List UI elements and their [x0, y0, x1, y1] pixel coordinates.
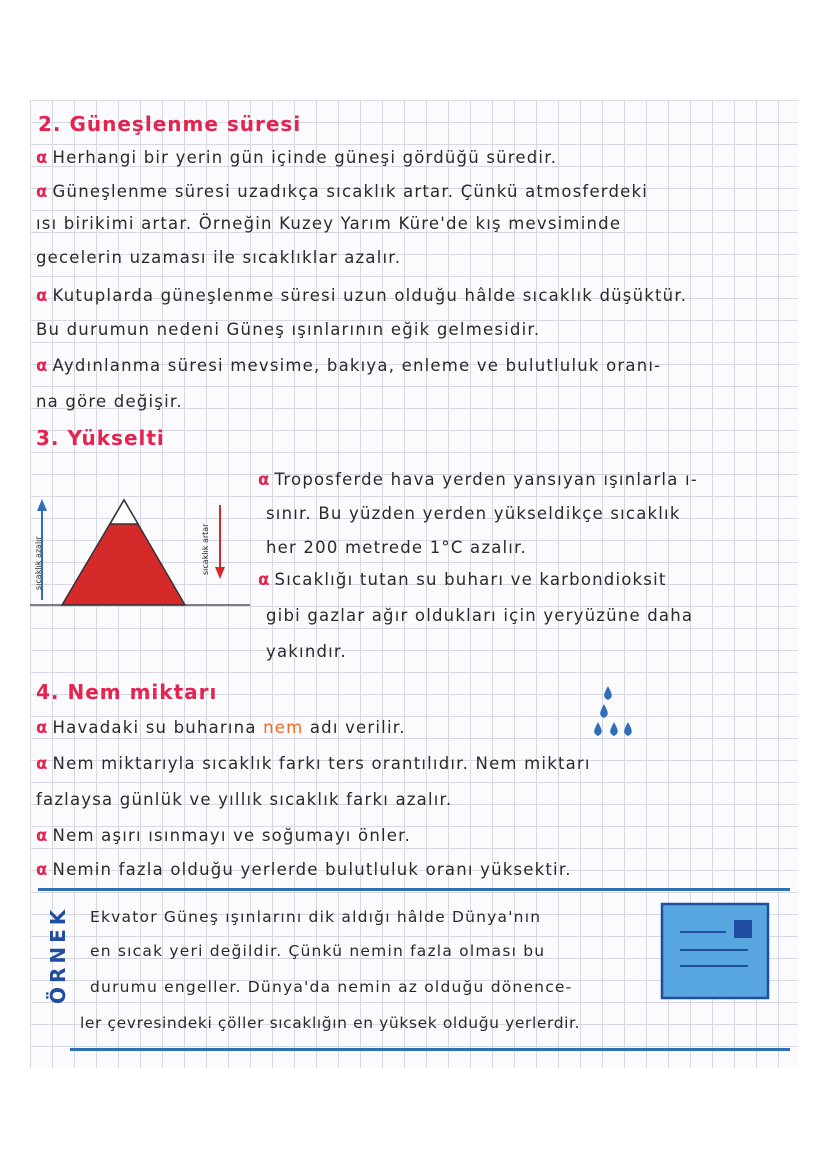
- s4-line-2: α Nem miktarıyla sıcaklık farkı ters orantılıdır. Nem miktarı: [36, 754, 591, 773]
- example-line-3: durumu engeller. Dünya'da nemin az olduğu dönence-: [90, 978, 573, 996]
- s4-line-5: α Nemin fazla olduğu yerlerde bulutluluk oranı yüksektir.: [36, 860, 572, 879]
- section-2-title: 2. Güneşlenme süresi: [38, 112, 302, 136]
- s3-line-4: α Sıcaklığı tutan su buharı ve karbondioksit: [258, 570, 667, 589]
- notebook-page: [30, 100, 798, 1068]
- example-top-rule: [38, 888, 790, 891]
- s2-line-7: α Aydınlanma süresi mevsime, bakıya, enleme ve bulutluluk oranı-: [36, 356, 662, 375]
- postcard-icon: [660, 902, 772, 1002]
- bullet-icon: α: [36, 182, 49, 201]
- bullet-icon: α: [36, 860, 49, 879]
- s2-line-2: α Güneşlenme süresi uzadıkça sıcaklık artar. Çünkü atmosferdeki: [36, 182, 649, 201]
- bullet-icon: α: [258, 470, 271, 489]
- bullet-icon: α: [36, 286, 49, 305]
- bullet-icon: α: [36, 826, 49, 845]
- bullet-icon: α: [36, 148, 49, 167]
- s2-line-6: Bu durumun nedeni Güneş ışınlarının eğik gelmesidir.: [36, 320, 541, 339]
- section-4-title: 4. Nem miktarı: [36, 680, 218, 704]
- altitude-diagram: [30, 495, 250, 615]
- s2-line-1: α Herhangi bir yerin gün içinde güneşi gördüğü süredir.: [36, 148, 558, 167]
- bullet-icon: α: [36, 754, 49, 773]
- example-line-1: Ekvator Güneş ışınlarını dik aldığı hâlde Dünya'nın: [90, 908, 542, 926]
- section-3-title: 3. Yükselti: [36, 426, 165, 450]
- s4-line-1: α Havadaki su buharına nem adı verilir.: [36, 718, 406, 737]
- s2-line-3: ısı birikimi artar. Örneğin Kuzey Yarım Küre'de kış mevsiminde: [36, 214, 622, 233]
- s2-line-4: gecelerin uzaması ile sıcaklıklar azalır.: [36, 248, 402, 267]
- s4-line-4: α Nem aşırı ısınmayı ve soğumayı önler.: [36, 826, 412, 845]
- example-line-2: en sıcak yeri değildir. Çünkü nemin fazla olması bu: [90, 942, 546, 960]
- example-line-4: ler çevresindeki çöller sıcaklığın en yüksek olduğu yerlerdir.: [80, 1014, 581, 1032]
- s2-line-5: α Kutuplarda güneşlenme süresi uzun olduğu hâlde sıcaklık düşüktür.: [36, 286, 688, 305]
- s4-line-3: fazlaysa günlük ve yıllık sıcaklık farkı azalır.: [36, 790, 453, 809]
- snow-cap-icon: [110, 500, 138, 524]
- s3-line-5: gibi gazlar ağır oldukları için yeryüzüne daha: [266, 606, 694, 625]
- up-arrowhead-icon: [37, 499, 47, 511]
- water-drops-icon: [590, 680, 640, 750]
- right-diagram-label: sıcaklık artar: [201, 523, 210, 575]
- left-diagram-label: sıcaklık azalır: [34, 536, 43, 590]
- down-arrowhead-icon: [215, 567, 225, 579]
- example-label: ÖRNEK: [46, 905, 70, 1005]
- nem-word: nem: [263, 718, 304, 737]
- s2-line-8: na göre değişir.: [36, 392, 183, 411]
- s3-line-3: her 200 metrede 1°C azalır.: [266, 538, 527, 557]
- bullet-icon: α: [258, 570, 271, 589]
- s3-line-2: sınır. Bu yüzden yerden yükseldikçe sıcaklık: [266, 504, 681, 523]
- example-bottom-rule: [70, 1048, 790, 1051]
- bullet-icon: α: [36, 356, 49, 375]
- s3-line-1: α Troposferde hava yerden yansıyan ışınlarla ı-: [258, 470, 698, 489]
- bullet-icon: α: [36, 718, 49, 737]
- s3-line-6: yakındır.: [266, 642, 347, 661]
